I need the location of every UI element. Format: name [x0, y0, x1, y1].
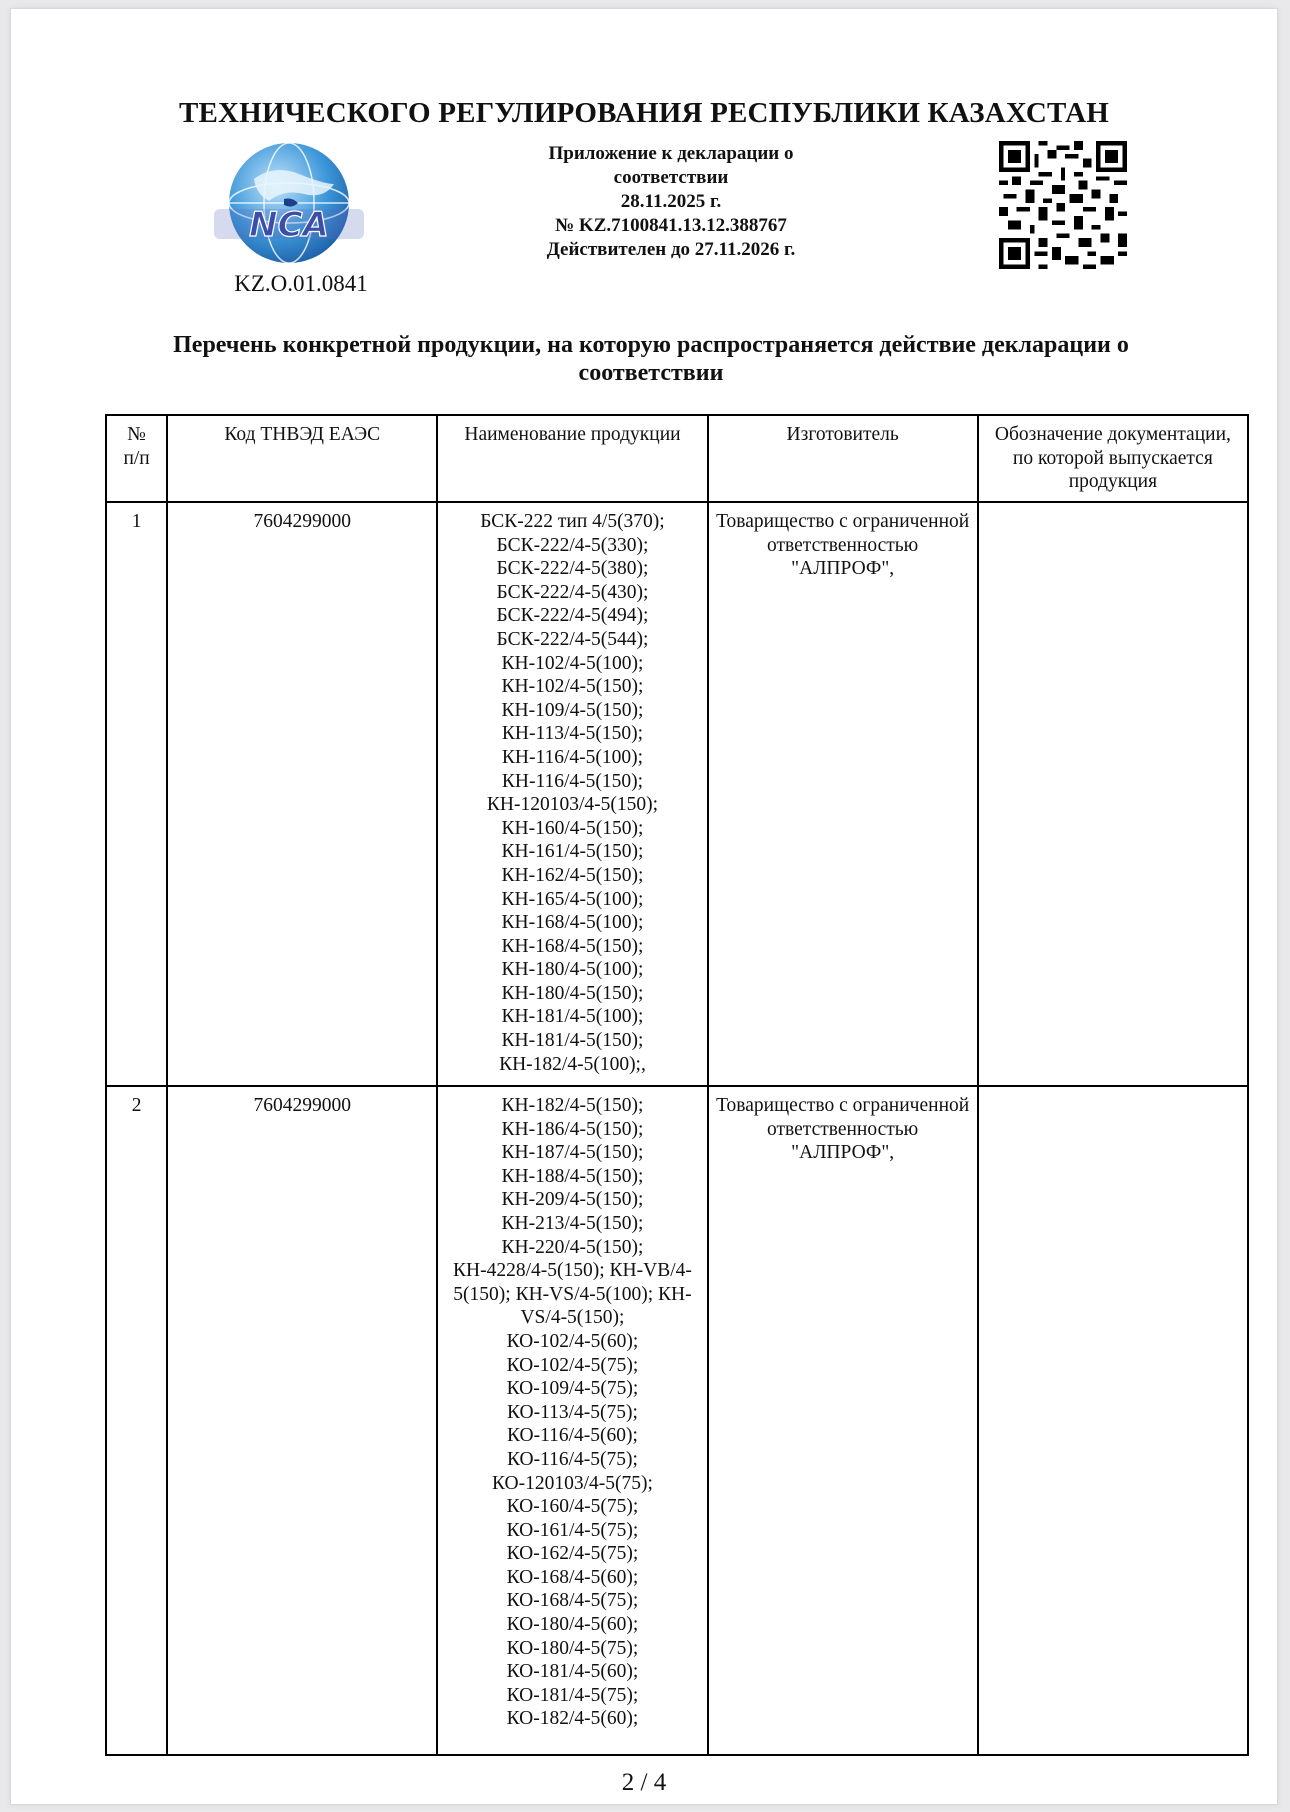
row-docs [978, 1086, 1248, 1755]
header-docs: Обозначение документации, по которой выпускается продукция [978, 415, 1248, 502]
list-title-line1: Перечень конкретной продукции, на которую распространяется действие декларации о [173, 332, 1129, 358]
appendix-line2: соответствии [613, 167, 729, 188]
row-num: 2 [106, 1086, 167, 1755]
valid-until: Действителен до 27.11.2026 г. [546, 239, 796, 260]
qr-code-icon[interactable] [999, 141, 1127, 269]
header-num: № п/п [106, 415, 167, 502]
table-row [106, 502, 1248, 1086]
header-code: Код ТНВЭД ЕАЭС [167, 415, 437, 502]
list-title-line2: соответствии [578, 360, 724, 386]
appendix-line1: Приложение к декларации о [548, 143, 794, 164]
table-header-row [106, 415, 1248, 502]
document-page [10, 8, 1278, 1805]
row-products: КН-182/4-5(150); КН-186/4-5(150); КН-187/4-5(150); КН-188/4-5(150); КН-209/4-5(150); КН-213/4-5(150); КН-220/4-5(150); КН-4228/4-5(150); КН-VB/4-5(150); КН-VS/4-5(100); КН-VS/4-5(150); КО-102/4-5(60); КО-102/4-5(75); КО-109/4-5(75); КО-113/4-5(75); КО-116/4-5(60); КО-116/4-5(75); КО-120103/4-5(75); КО-160/4-5(75); КО-161/4-5(75); КО-162/4-5(75); КО-168/4-5(60); КО-168/4-5(75); КО-180/4-5(60); КО-180/4-5(75); КО-181/4-5(60); КО-181/4-5(75); КО-182/4-5(60); [437, 1086, 707, 1755]
products-table [105, 414, 1249, 1756]
logo-text: NCA [249, 205, 329, 245]
appendix-block [491, 142, 851, 262]
appendix-date: 28.11.2025 г. [620, 191, 722, 212]
row-manufacturer: Товарищество с ограниченной ответственностью "АЛПРОФ", [708, 502, 978, 1086]
row-products: БСК-222 тип 4/5(370); БСК-222/4-5(330); БСК-222/4-5(380); БСК-222/4-5(430); БСК-222/4-5(494); БСК-222/4-5(544); КН-102/4-5(100); КН-102/4-5(150); КН-109/4-5(150); КН-113/4-5(150); КН-116/4-5(100); КН-116/4-5(150); КН-120103/4-5(150); КН-160/4-5(150); КН-161/4-5(150); КН-162/4-5(150); КН-165/4-5(100); КН-168/4-5(100); КН-168/4-5(150); КН-180/4-5(100); КН-180/4-5(150); КН-181/4-5(100); КН-181/4-5(150); КН-182/4-5(100);, [437, 502, 707, 1086]
row-docs [978, 502, 1248, 1086]
nca-globe-logo [214, 139, 364, 271]
row-code: 7604299000 [167, 1086, 437, 1755]
table-row [106, 1086, 1248, 1755]
products-list-title [151, 331, 1151, 387]
row-code: 7604299000 [167, 502, 437, 1086]
header-name: Наименование продукции [437, 415, 707, 502]
page-number: 2 / 4 [621, 1769, 667, 1796]
authority-title: ТЕХНИЧЕСКОГО РЕГУЛИРОВАНИЯ РЕСПУБЛИКИ КАЗАХСТАН [178, 97, 1110, 129]
row-manufacturer: Товарищество с ограниченной ответственностью "АЛПРОФ", [708, 1086, 978, 1755]
row-num: 1 [106, 502, 167, 1086]
accreditation-code: KZ.O.01.0841 [234, 271, 368, 296]
declaration-number: № KZ.7100841.13.12.388767 [555, 215, 787, 236]
header-manufacturer: Изготовитель [708, 415, 978, 502]
